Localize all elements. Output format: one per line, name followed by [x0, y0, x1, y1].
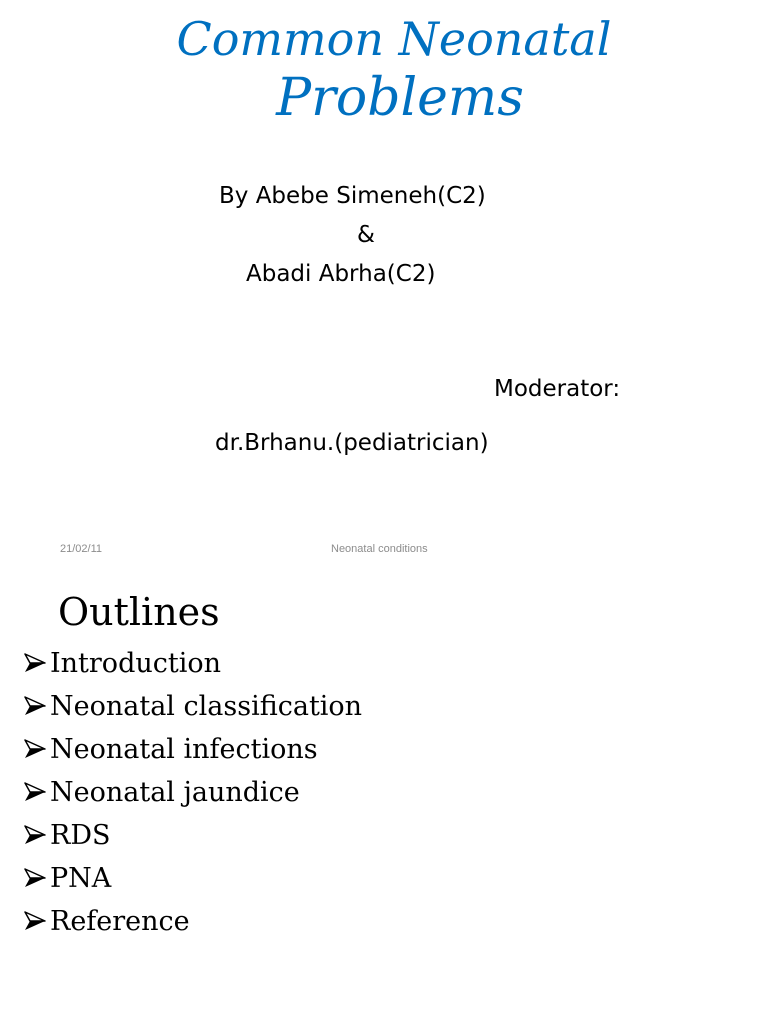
- slide-title-line-2: Problems: [276, 68, 524, 128]
- footer-date: 21/02/11: [60, 543, 103, 555]
- arrowhead-bullet-icon: [24, 781, 50, 803]
- arrowhead-bullet-icon: [24, 738, 50, 760]
- outline-item-label: Introduction: [50, 648, 221, 679]
- author-separator: &: [357, 222, 375, 248]
- outline-item-label: Reference: [50, 906, 190, 937]
- arrowhead-bullet-icon: [24, 867, 50, 889]
- outline-item: [24, 734, 362, 777]
- arrowhead-bullet-icon: [24, 910, 50, 932]
- arrowhead-bullet-icon: [24, 695, 50, 717]
- outline-item-label: Neonatal classification: [50, 691, 363, 722]
- outline-item: [24, 820, 362, 863]
- outline-item: [24, 691, 362, 734]
- author-primary: By Abebe Simeneh(C2): [219, 183, 486, 209]
- outline-list: [24, 648, 362, 949]
- slide-title-line-1: Common Neonatal: [176, 12, 612, 66]
- footer-title: Neonatal conditions: [331, 543, 428, 555]
- outline-slide: [0, 572, 768, 1024]
- outline-item: [24, 777, 362, 820]
- author-secondary: Abadi Abrha(C2): [246, 261, 436, 287]
- outline-item-label: RDS: [50, 820, 111, 851]
- outline-item-label: Neonatal infections: [50, 734, 318, 765]
- outline-heading: Outlines: [58, 590, 220, 634]
- moderator-label: Moderator:: [494, 376, 621, 402]
- moderator-name: dr.Brhanu.(pediatrician): [215, 430, 489, 456]
- outline-item-label: Neonatal jaundice: [50, 777, 300, 808]
- arrowhead-bullet-icon: [24, 824, 50, 846]
- arrowhead-bullet-icon: [24, 652, 50, 674]
- outline-item-label: PNA: [50, 863, 112, 894]
- outline-item: [24, 863, 362, 906]
- outline-item: [24, 648, 362, 691]
- outline-item: [24, 906, 362, 949]
